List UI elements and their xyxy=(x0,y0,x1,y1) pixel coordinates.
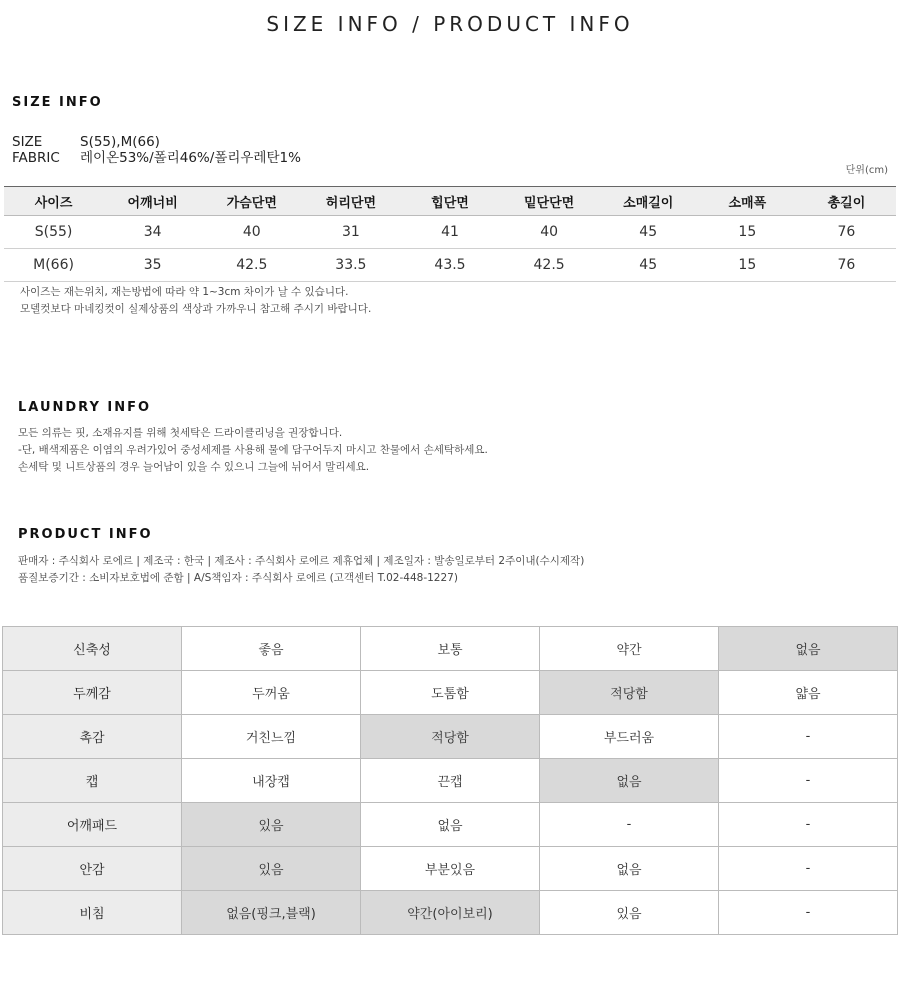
attribute-label: 비침 xyxy=(3,891,182,935)
size-label: SIZE xyxy=(12,134,43,150)
attribute-option: 끈캡 xyxy=(361,759,540,803)
attribute-label: 어깨패드 xyxy=(3,803,182,847)
size-table-cell: 45 xyxy=(599,216,698,249)
size-table-cell: 42.5 xyxy=(500,249,599,282)
attribute-row xyxy=(3,759,898,803)
size-table-cell: 42.5 xyxy=(202,249,301,282)
size-table-cell: 41 xyxy=(400,216,499,249)
page-title: SIZE INFO / PRODUCT INFO xyxy=(266,12,634,36)
attribute-option: - xyxy=(719,803,898,847)
laundry-line: 손세탁 및 니트상품의 경우 늘어남이 있을 수 있으니 그늘에 뉘어서 말리세요. xyxy=(18,461,370,473)
attribute-option: 보통 xyxy=(361,627,540,671)
attribute-option: 도톰함 xyxy=(361,671,540,715)
attribute-option: - xyxy=(719,847,898,891)
attribute-label: 안감 xyxy=(3,847,182,891)
attribute-option: 약간 xyxy=(540,627,719,671)
size-table-cell: 35 xyxy=(103,249,202,282)
laundry-line: -단, 배색제품은 이염의 우려가있어 중성세제를 사용해 물에 담구어두지 마시고 찬물에서 손세탁하세요. xyxy=(18,444,488,456)
attribute-option: 없음 xyxy=(719,627,898,671)
attribute-option: - xyxy=(719,891,898,935)
size-table-cell: 76 xyxy=(797,216,896,249)
attribute-option: 없음 xyxy=(361,803,540,847)
attribute-label: 캡 xyxy=(3,759,182,803)
attribute-option: 없음(핑크,블랙) xyxy=(182,891,361,935)
attribute-option: 있음 xyxy=(182,803,361,847)
attribute-table xyxy=(2,626,898,935)
attribute-option: 적당함 xyxy=(361,715,540,759)
size-table-row xyxy=(4,249,896,282)
attribute-label: 두께감 xyxy=(3,671,182,715)
size-table-cell: 43.5 xyxy=(400,249,499,282)
attribute-option: 얇음 xyxy=(719,671,898,715)
attribute-option: 있음 xyxy=(182,847,361,891)
fabric-spec-row xyxy=(12,150,301,166)
attribute-row xyxy=(3,891,898,935)
size-table-cell: 40 xyxy=(500,216,599,249)
size-note-line: 사이즈는 재는위치, 재는방법에 따라 약 1~3cm 차이가 날 수 있습니다. xyxy=(20,286,349,298)
size-table xyxy=(4,186,896,282)
size-spec-row xyxy=(12,134,160,150)
attribute-row xyxy=(3,715,898,759)
size-info-title: SIZE INFO xyxy=(12,95,103,110)
attribute-option: 좋음 xyxy=(182,627,361,671)
attribute-row xyxy=(3,671,898,715)
attribute-option: 적당함 xyxy=(540,671,719,715)
product-info-title: PRODUCT INFO xyxy=(18,527,153,542)
size-table-cell: S(55) xyxy=(4,216,103,249)
attribute-option: 부분있음 xyxy=(361,847,540,891)
product-info-line: 판매자 : 주식회사 로에르 | 제조국 : 한국 | 제조사 : 주식회사 로에르 제휴업체 | 제조일자 : 발송일로부터 2주이내(수시제작) xyxy=(18,555,585,567)
size-table-header-row xyxy=(4,187,896,216)
laundry-info-title: LAUNDRY INFO xyxy=(18,400,152,415)
attribute-option: 내장캡 xyxy=(182,759,361,803)
size-table-header: 가슴단면 xyxy=(202,187,301,216)
attribute-option: 거친느낌 xyxy=(182,715,361,759)
size-table-header: 총길이 xyxy=(797,187,896,216)
size-table-row xyxy=(4,216,896,249)
size-table-header: 소매길이 xyxy=(599,187,698,216)
attribute-option: 없음 xyxy=(540,847,719,891)
attribute-option: - xyxy=(719,715,898,759)
size-note-line: 모델컷보다 마네킹컷이 실제상품의 색상과 가까우니 참고해 주시기 바랍니다. xyxy=(20,303,372,315)
attribute-row xyxy=(3,627,898,671)
size-table-cell: 34 xyxy=(103,216,202,249)
attribute-row xyxy=(3,803,898,847)
size-table-cell: M(66) xyxy=(4,249,103,282)
size-table-header: 허리단면 xyxy=(301,187,400,216)
attribute-row xyxy=(3,847,898,891)
size-table-header: 소매폭 xyxy=(698,187,797,216)
unit-label: 단위(cm) xyxy=(845,165,888,176)
size-table-header: 사이즈 xyxy=(4,187,103,216)
size-table-cell: 40 xyxy=(202,216,301,249)
size-table-header: 힙단면 xyxy=(400,187,499,216)
size-value: S(55),M(66) xyxy=(80,134,160,150)
attribute-label: 촉감 xyxy=(3,715,182,759)
attribute-option: 약간(아이보리) xyxy=(361,891,540,935)
size-notes xyxy=(20,284,371,318)
attribute-label: 신축성 xyxy=(3,627,182,671)
attribute-option: 두꺼움 xyxy=(182,671,361,715)
size-table-cell: 33.5 xyxy=(301,249,400,282)
attribute-option: 부드러움 xyxy=(540,715,719,759)
laundry-info-text xyxy=(18,425,488,476)
attribute-option: - xyxy=(540,803,719,847)
fabric-value: 레이온53%/폴리46%/폴리우레탄1% xyxy=(80,150,301,166)
attribute-option: 없음 xyxy=(540,759,719,803)
size-table-cell: 76 xyxy=(797,249,896,282)
fabric-label: FABRIC xyxy=(12,150,60,166)
size-table-header: 밑단단면 xyxy=(500,187,599,216)
attribute-option: 있음 xyxy=(540,891,719,935)
size-table-cell: 45 xyxy=(599,249,698,282)
attribute-option: - xyxy=(719,759,898,803)
size-table-cell: 15 xyxy=(698,249,797,282)
size-table-header: 어깨너비 xyxy=(103,187,202,216)
product-info-text xyxy=(18,553,584,587)
product-info-line: 품질보증기간 : 소비자보호법에 준함 | A/S책임자 : 주식회사 로에르 (고객센터 T.02-448-1227) xyxy=(18,572,458,584)
laundry-line: 모든 의류는 핏, 소재유지를 위해 첫세탁은 드라이클리닝을 권장합니다. xyxy=(18,427,343,439)
size-table-cell: 15 xyxy=(698,216,797,249)
size-table-cell: 31 xyxy=(301,216,400,249)
